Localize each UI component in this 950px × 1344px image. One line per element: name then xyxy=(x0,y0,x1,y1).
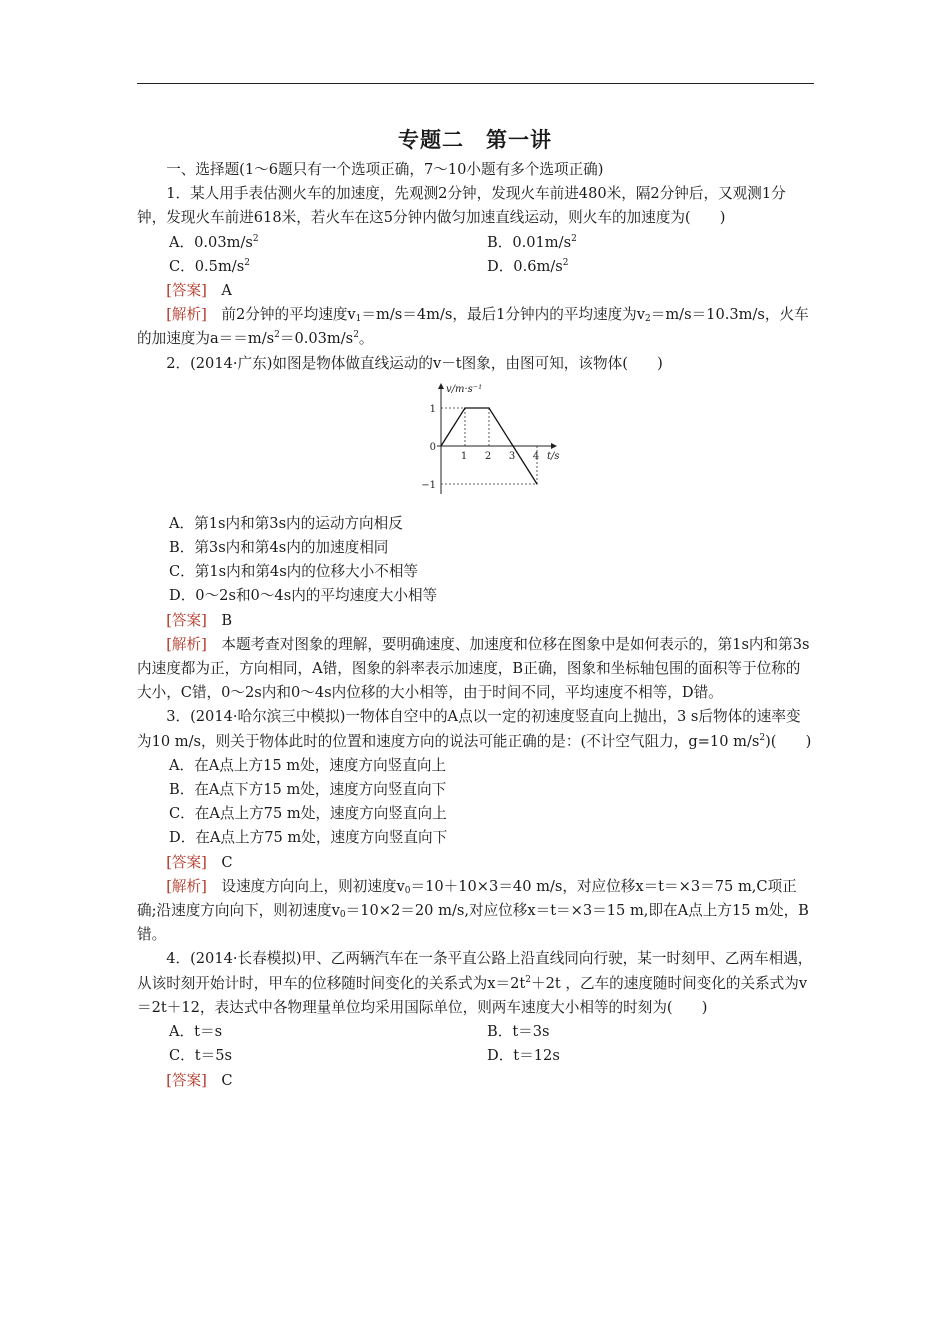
q1-option-b: B．$0.01m/s^2$ xyxy=(487,233,577,251)
vt-graph-figure xyxy=(137,376,814,512)
q2-option-a: A．第1s内和第3s内的运动方向相反 xyxy=(169,514,403,532)
q2-answer: [答案] B xyxy=(166,611,233,629)
q3-option-b: B．在A点下方15 m处，速度方向竖直向下 xyxy=(169,781,447,799)
q2-option-c: C．第1s内和第4s内的位移大小不相等 xyxy=(169,563,419,581)
q1-options-row-2 xyxy=(137,255,814,279)
q3-answer: [答案] C xyxy=(166,853,233,871)
q2-stem: 2．(2014·广东)如图是物体做直线运动的v－t图象，由图可知，该物体( ) xyxy=(166,354,663,372)
y-tick-label: −1 xyxy=(421,479,436,491)
q4-option-b: B．t＝3s xyxy=(487,1023,550,1041)
q3-analysis: [解析] 设速度方向向上，则初速度$v_0=10+10\times 3=40$ m/s，对应位移x＝t＝×3＝75 m,C项正确;沿速度方向向下，则初速度$v_0=10\times 2=20$ m/s,对应位移x＝t＝×3＝15 m,即在A点上方15 m处，B错。 xyxy=(137,877,809,944)
analysis-label: [解析] xyxy=(166,635,207,653)
answer-label: [答案] xyxy=(166,853,207,871)
analysis-label: [解析] xyxy=(166,877,207,895)
x-axis-label: t/s xyxy=(547,450,560,462)
vt-data-point xyxy=(512,445,513,446)
y-tick-label: 1 xyxy=(429,403,436,415)
q1-option-d: D．$0.6m/s^2$ xyxy=(487,257,569,275)
q2-option-b: B．第3s内和第4s内的加速度相同 xyxy=(169,539,389,557)
vt-data-point xyxy=(464,407,465,408)
q1-option-a: A．$0.03m/s^2$ xyxy=(169,233,259,251)
vt-data-point xyxy=(440,445,441,446)
y-tick-label: 0 xyxy=(429,441,436,453)
x-tick-label: 3 xyxy=(508,450,516,462)
q4-option-a: A．t＝s xyxy=(169,1023,223,1041)
answer-label: [答案] xyxy=(166,611,207,629)
q1-analysis: [解析] 前2分钟的平均速度$v_1=m/s=4m/s$，最后1分钟内的平均速度为$v_2=m/s=10.3m/s$，火车的加速度为$a==m/s^2=0.03m/s^2$。 xyxy=(137,306,809,348)
q3-option-c: C．在A点上方75 m处，速度方向竖直向上 xyxy=(169,805,447,823)
q4-answer: [答案] C xyxy=(166,1071,233,1089)
q3-stem: 3．(2014·哈尔滨三中模拟)一物体自空中的A点以一定的初速度竖直向上抛出，3 s后物体的速率变为10 m/s，则关于物体此时的位置和速度方向的说法可能正确的是：(不计空气阻力，g=10 $m/s^2$)( ) xyxy=(137,708,812,750)
answer-label: [答案] xyxy=(166,282,207,300)
q1-answer: [答案] A xyxy=(166,282,232,300)
x-tick-label: 2 xyxy=(484,450,492,462)
vt-data-point xyxy=(488,407,489,408)
q1-option-c: C．$0.5m/s^2$ xyxy=(169,257,250,275)
header-rule xyxy=(137,83,814,84)
q4-option-c: C．t＝5s xyxy=(169,1047,232,1065)
vt-data-point xyxy=(536,483,537,484)
q3-option-d: D．在A点上方75 m处，速度方向竖直向下 xyxy=(169,829,448,847)
x-tick-label: 1 xyxy=(460,450,468,462)
section-heading: 一、选择题(1～6题只有一个选项正确，7～10小题有多个选项正确) xyxy=(166,161,604,178)
q4-options-row-2 xyxy=(137,1044,814,1068)
vt-graph xyxy=(415,380,585,506)
q4-stem: 4．(2014·长春模拟)甲、乙两辆汽车在一条平直公路上沿直线同向行驶，某一时刻甲、乙两车相遇，从该时刻开始计时，甲车的位移随时间变化的关系式为$x=2t^2+2t$ ，乙车的速度随时间变化的关系式为v＝2t＋12，表达式中各物理量单位均采用国际单位，则两车速度大小相等的时刻为( ) xyxy=(137,950,813,1016)
answer-label: [答案] xyxy=(166,1071,207,1089)
document-body xyxy=(137,158,814,1093)
y-axis-arrow xyxy=(438,383,444,389)
q2-analysis: [解析] 本题考查对图象的理解，要明确速度、加速度和位移在图象中是如何表示的，第1s内和第3s内速度都为正，方向相同，A错，图象的斜率表示加速度，B正确，图象和坐标轴包围的面积等于位称的大小，C错，0～2s内和0～4s内位移的大小相等，由于时间不同，平均速度不相等，D错。 xyxy=(137,635,810,702)
q2-option-d: D．0～2s和0～4s内的平均速度大小相等 xyxy=(169,587,438,605)
q1-stem: 1．某人用手表估测火车的加速度，先观测2分钟，发现火车前进480米，隔2分钟后，又观测1分钟，发现火车前进618米，若火车在这5分钟内做匀加速直线运动，则火车的加速度为( ) xyxy=(137,185,786,227)
x-tick-label: 4 xyxy=(532,450,540,462)
q4-option-d: D．t＝12s xyxy=(487,1047,560,1065)
x-axis-arrow xyxy=(551,443,557,449)
q4-options-row-1 xyxy=(137,1020,814,1044)
q3-option-a: A．在A点上方15 m处，速度方向竖直向上 xyxy=(169,756,447,774)
analysis-label: [解析] xyxy=(166,306,207,324)
q1-options-row-1 xyxy=(137,231,814,255)
page-title: 专题二 第一讲 xyxy=(398,128,552,152)
y-axis-label: v/m·s⁻¹ xyxy=(446,383,483,395)
